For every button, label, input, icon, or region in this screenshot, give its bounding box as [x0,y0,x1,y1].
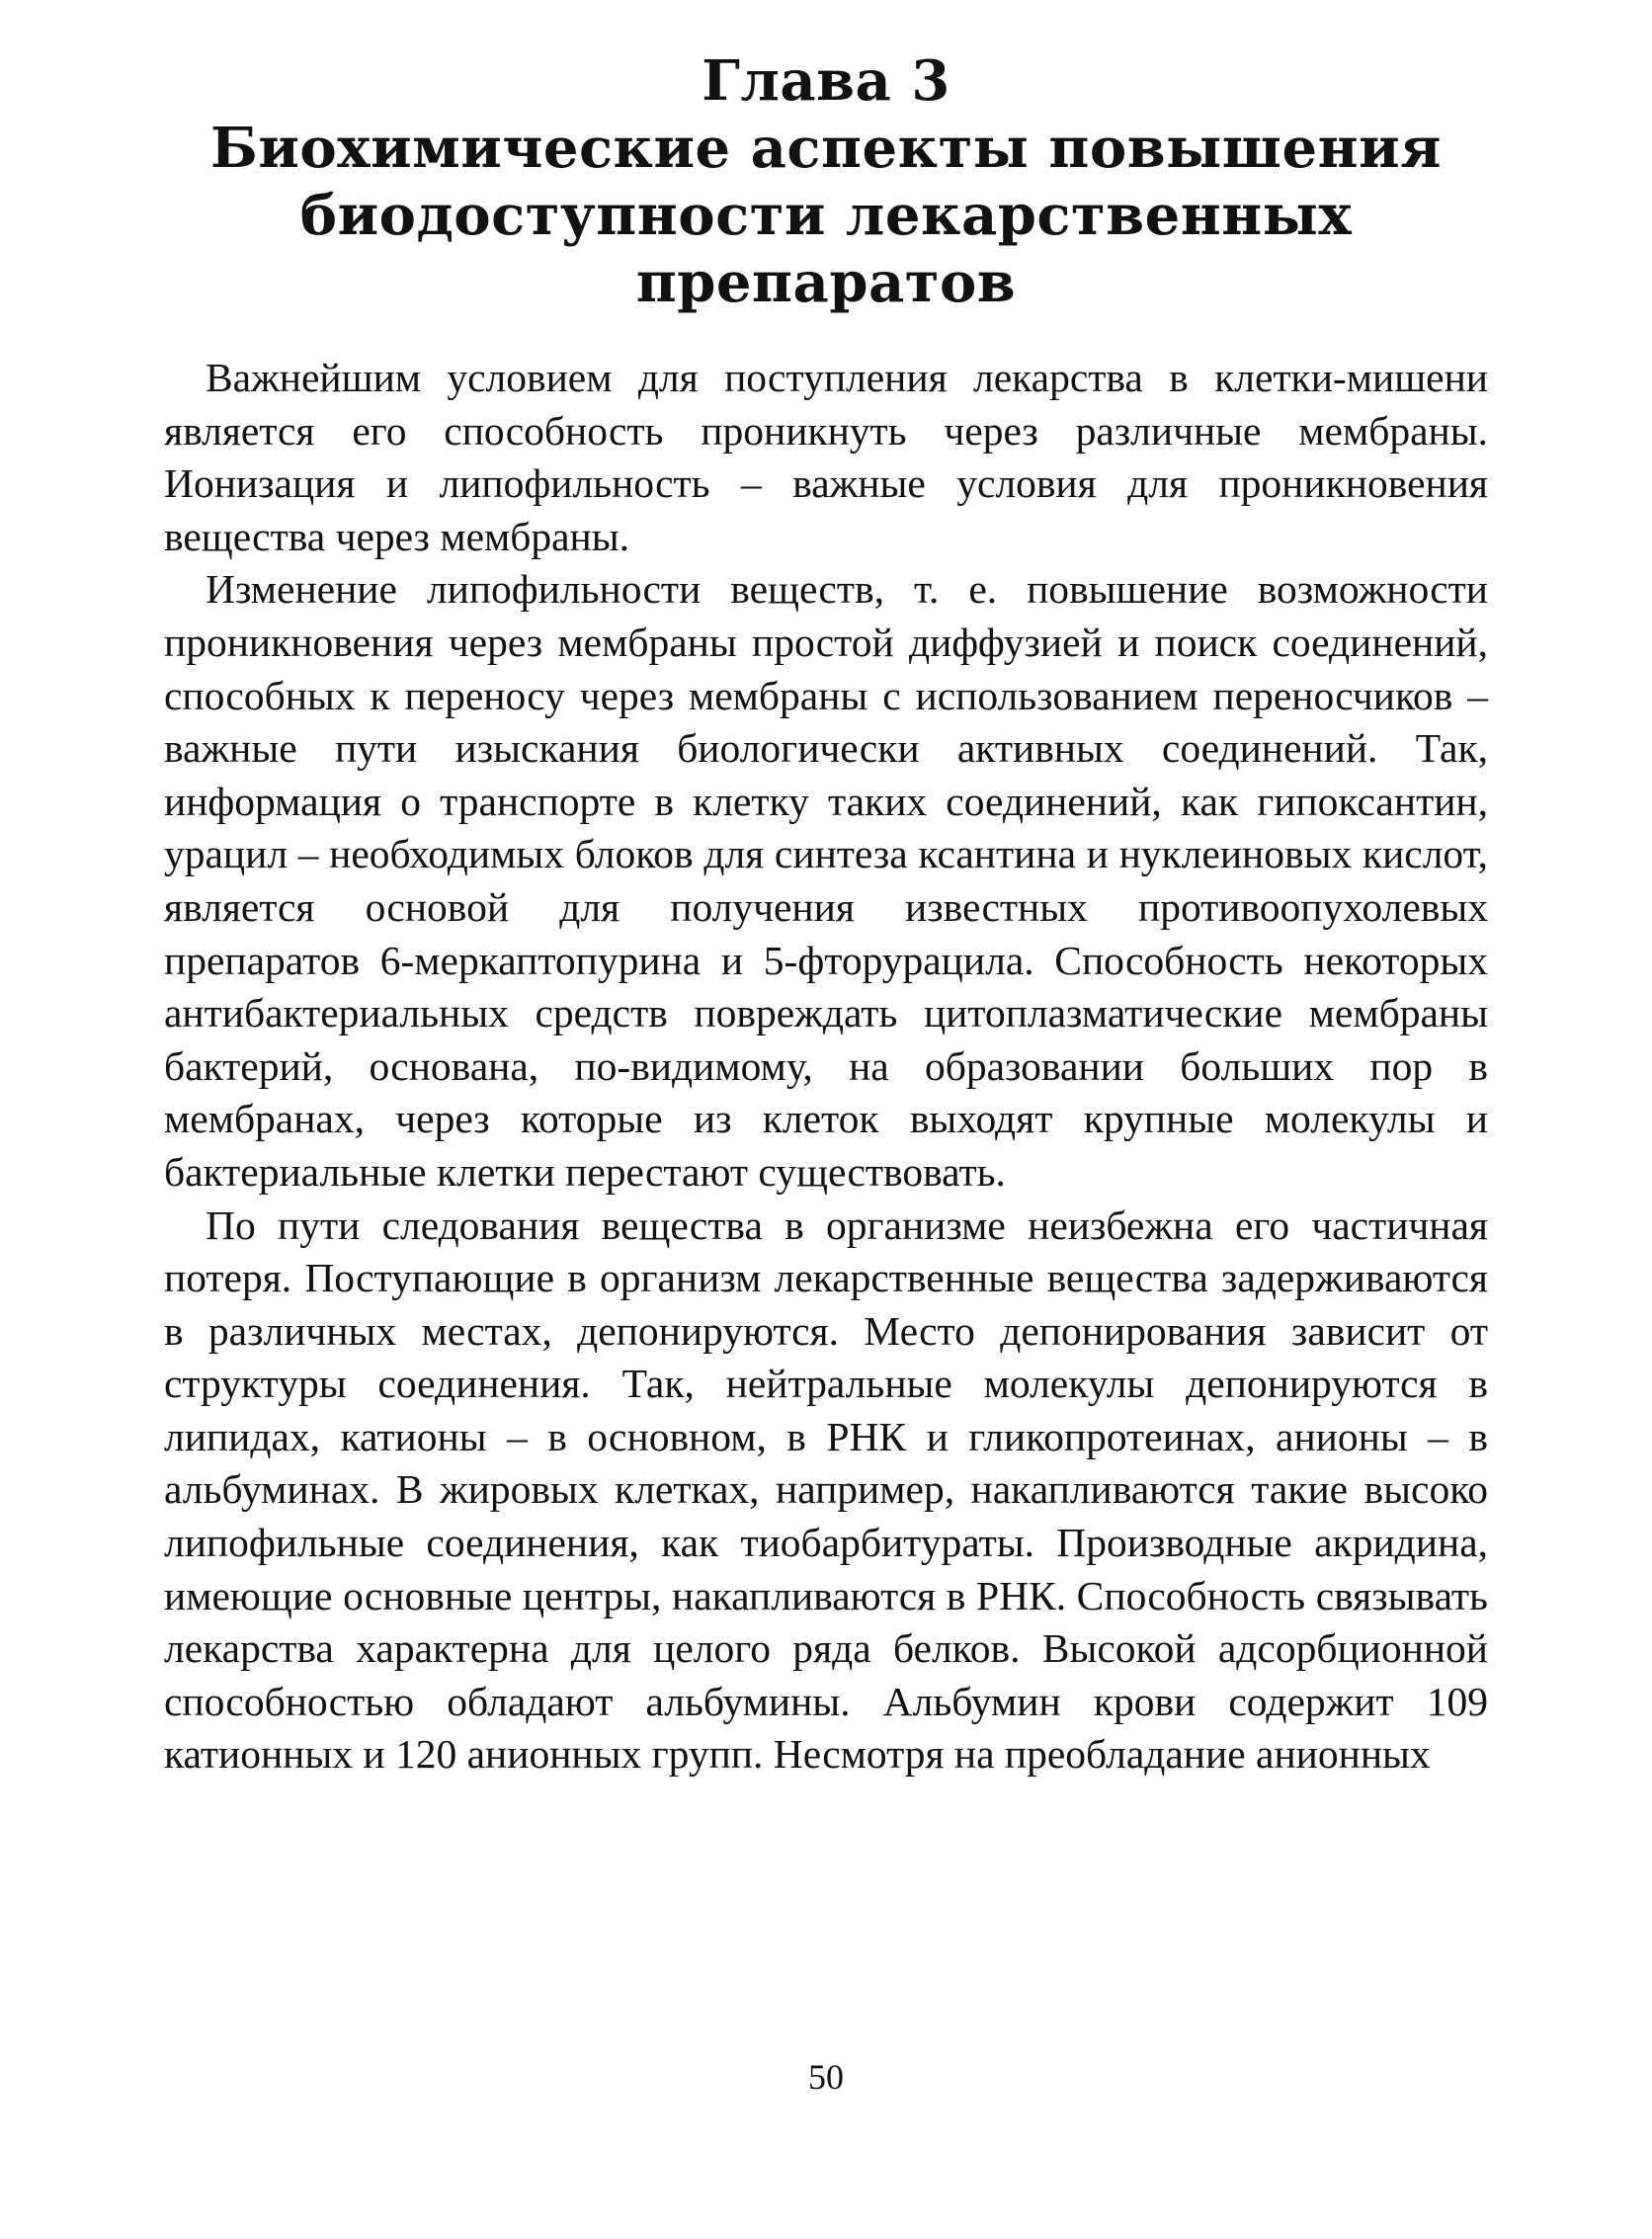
page-number: 50 [808,2057,844,2097]
paragraph-3: По пути следования вещества в организме неизбежна его частичная потеря. Поступающие в организм лекарственные вещества задерживаются в различных местах, депонируются. Место депонирования зависит от структуры соединения. Так, нейтральные молекулы депонируются в липидах, катионы – в основном, в РНК и гликопротеинах, анионы – в альбуминах. В жировых клетках, например, накапливаются такие высоко липофильные соединения, как тиобарбитураты. Производные акридина, имеющие основные центры, накапливаются в РНК. Способность связывать лекарства характерна для целого ряда белков. Высокой адсорбционной способностью обладают альбумины. Альбумин крови содержит 109 катионных и 120 анионных групп. Несмотря на преобладание анионных [164,1202,1488,1778]
chapter-title-line-3: препаратов [635,250,1017,315]
chapter-heading [158,47,1494,316]
paragraph-2: Изменение липофильности веществ, т. е. повышение возможности проникновения через мембраны простой диффузией и поиск соединений, способных к переносу через мембраны с использованием переносчиков – важные пути изыскания биологически активных соединений. Так, информация о транспорте в клетку таких соединений, как гипоксантин, урацил – необходимых блоков для синтеза ксантина и нуклеиновых кислот, является основой для получения известных противоопухолевых препаратов 6-меркаптопурина и 5-фторурацила. Способность некоторых антибактериальных средств повреждать цитоплазматические мембраны бактерий, основана, по-видимому, на образовании больших пор в мембранах, через которые из клеток выходят крупные молекулы и бактериальные клетки перестают существовать. [164,566,1488,1195]
paragraph-1: Важнейшим условием для поступления лекарства в клетки-мишени является его способность проникнуть через различные мембраны. Ионизация и липофильность – важные условия для проникновения вещества через мембраны. [164,355,1488,559]
chapter-title-line-1: Биохимические аспекты повышения [209,116,1443,181]
chapter-number: Глава 3 [702,48,950,114]
chapter-title-line-2: биодоступности лекарственных [299,183,1353,248]
body-text [164,352,1488,1782]
